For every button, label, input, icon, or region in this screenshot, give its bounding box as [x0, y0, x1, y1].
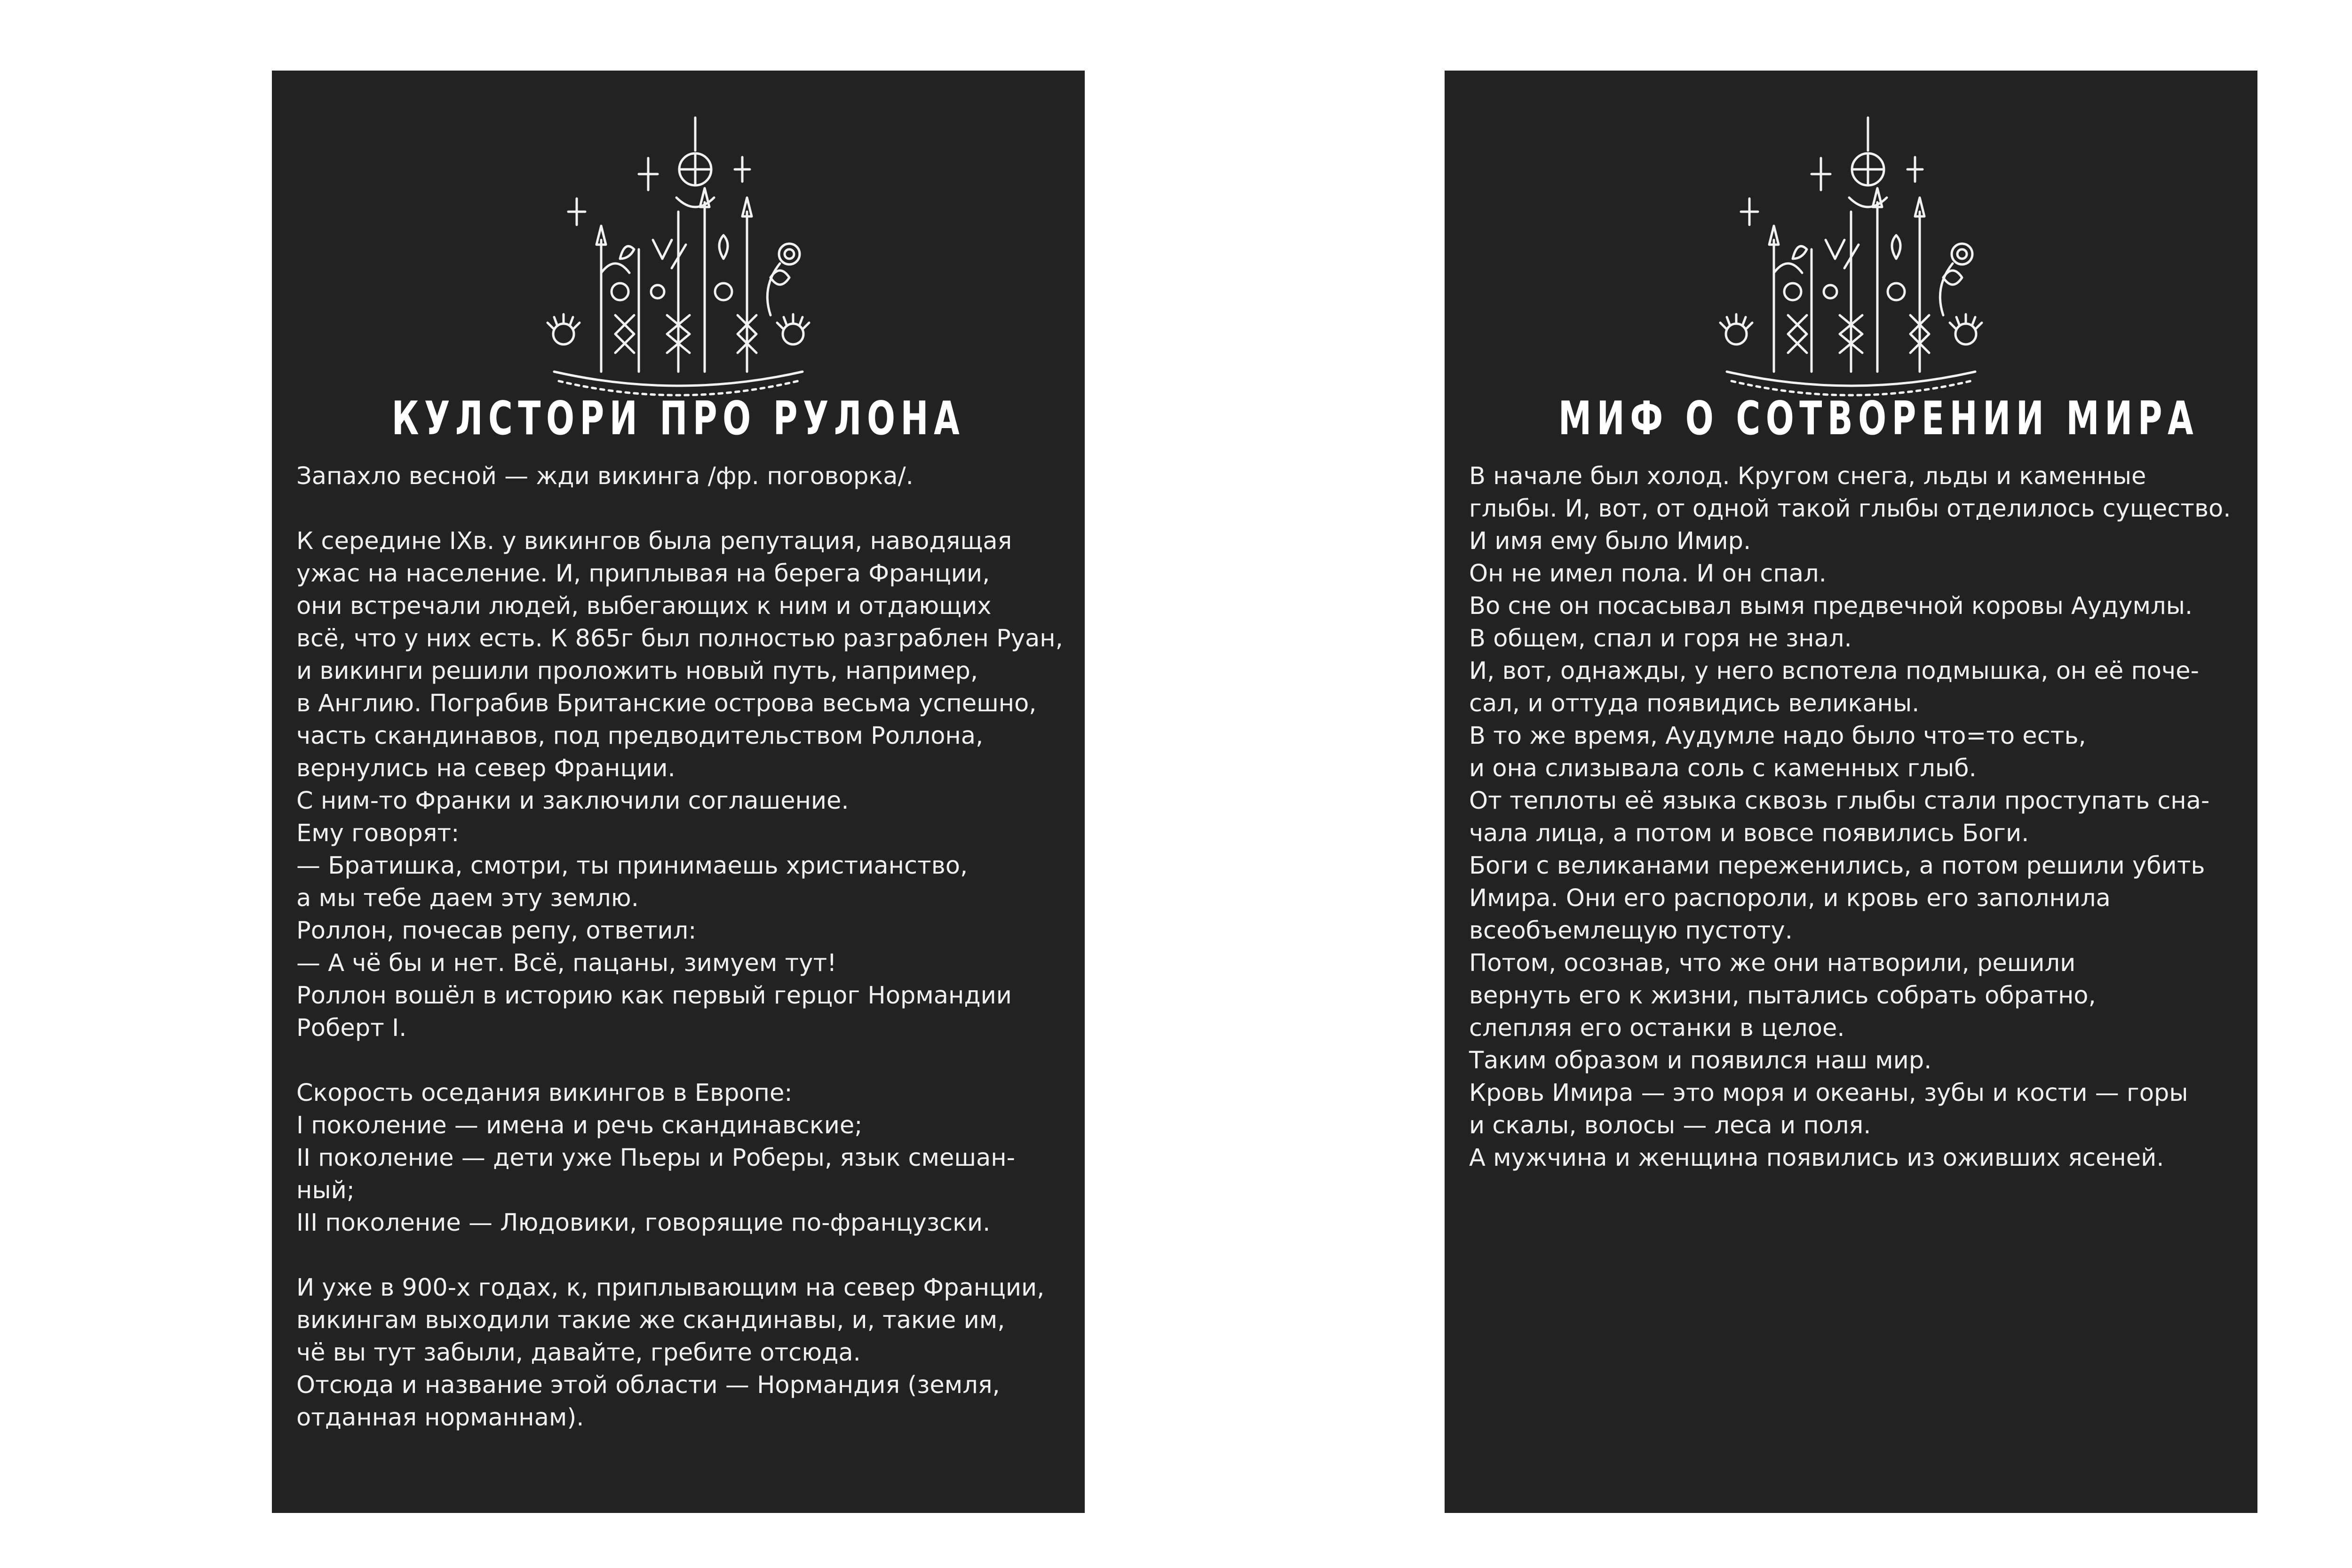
- card-right: [1445, 71, 2257, 1513]
- text-line: а мы тебе даем эту землю.: [296, 884, 639, 912]
- text-line: Ему говорят:: [296, 820, 460, 847]
- text-line: сал, и оттуда появидись великаны.: [1469, 690, 1920, 717]
- text-line: викингам выходили такие же скандинавы, и, такие им,: [296, 1306, 1005, 1334]
- text-line: Роллон, почесав репу, ответил:: [296, 917, 697, 945]
- text-line: ужас на население. И, приплывая на берега Франции,: [296, 560, 990, 588]
- text-line: вернулись на север Франции.: [296, 755, 675, 782]
- text-line: Роберт I.: [296, 1014, 407, 1042]
- text-line: — А чё бы и нет. Всё, пацаны, зимуем тут!: [296, 949, 837, 977]
- text-line: и викинги решили проложить новый путь, например,: [296, 657, 978, 685]
- text-line: ный;: [296, 1177, 355, 1204]
- card-title: КУЛСТОРИ ПРО РУЛОНА: [391, 392, 965, 446]
- text-line: И, вот, однажды, у него вспотела подмышка, он её поче-: [1469, 657, 2199, 685]
- card-text: [1469, 460, 2241, 1174]
- text-line: Роллон вошёл в историю как первый герцог Нормандии: [296, 982, 1012, 1010]
- text-line: в Англию. Пограбив Британские острова весьма успешно,: [296, 690, 1037, 717]
- text-line: А мужчина и женщина появились из оживших ясеней.: [1469, 1144, 2164, 1172]
- text-line: И уже в 900-х годах, к, приплывающим на север Франции,: [296, 1274, 1045, 1302]
- text-line: [296, 1239, 1068, 1272]
- text-line: Кровь Имира — это моря и океаны, зубы и кости — горы: [1469, 1079, 2188, 1107]
- card-title: МИФ О СОТВОРЕНИИ МИРА: [1558, 392, 2199, 446]
- text-line: чё вы тут забыли, давайте, гребите отсюда.: [296, 1339, 861, 1367]
- text-line: I поколение — имена и речь скандинавские;: [296, 1112, 863, 1139]
- text-line: II поколение — дети уже Пьеры и Роберы, язык смешан-: [296, 1144, 1016, 1172]
- text-line: Во сне он посасывал вымя предвечной коровы Аудумлы.: [1469, 592, 2193, 620]
- text-line: вернуть его к жизни, пытались собрать обратно,: [1469, 982, 2096, 1010]
- text-line: Боги с великанами переженились, а потом решили убить: [1469, 852, 2205, 880]
- text-line: С ним-то Франки и заключили соглашение.: [296, 787, 849, 815]
- text-line: — Братишка, смотри, ты принимаешь христианство,: [296, 852, 968, 880]
- text-line: чала лица, а потом и вовсе появились Боги.: [1469, 820, 2029, 847]
- card-text: [296, 460, 1068, 1434]
- text-line: Потом, осознав, что же они натворили, решили: [1469, 949, 2076, 977]
- text-line: отданная норманнам).: [296, 1404, 584, 1432]
- text-line: всё, что у них есть. К 865г был полностью разграблен Руан,: [296, 625, 1063, 653]
- text-line: они встречали людей, выбегающих к ним и отдающих: [296, 592, 992, 620]
- norse-ornament-icon: [1445, 71, 2257, 409]
- text-line: От теплоты её языка сквозь глыбы стали проступать сна-: [1469, 787, 2210, 815]
- text-line: всеобъемлещую пустоту.: [1469, 917, 1793, 945]
- text-line: И имя ему было Имир.: [1469, 527, 1751, 555]
- card-left: [272, 71, 1085, 1513]
- text-line: III поколение — Людовики, говорящие по-французски.: [296, 1209, 991, 1237]
- text-line: и она слизывала соль с каменных глыб.: [1469, 755, 1977, 782]
- text-line: В то же время, Аудумле надо было что=то есть,: [1469, 722, 2086, 750]
- text-line: и скалы, волосы — леса и поля.: [1469, 1112, 1871, 1139]
- text-line: Таким образом и появился наш мир.: [1469, 1047, 1932, 1075]
- text-line: Скорость оседания викингов в Европе:: [296, 1079, 793, 1107]
- text-line: Он не имел пола. И он спал.: [1469, 560, 1827, 588]
- text-line: Имира. Они его распороли, и кровь его заполнила: [1469, 884, 2111, 912]
- text-line: [296, 493, 1068, 525]
- text-line: К середине IXв. у викингов была репутация, наводящая: [296, 527, 1012, 555]
- norse-ornament-icon: [272, 71, 1085, 409]
- text-line: слепляя его останки в целое.: [1469, 1014, 1845, 1042]
- text-line: часть скандинавов, под предводительством Роллона,: [296, 722, 984, 750]
- text-line: Отсюда и название этой области — Нормандия (земля,: [296, 1371, 1000, 1399]
- text-line: глыбы. И, вот, от одной такой глыбы отделилось существо.: [1469, 495, 2231, 523]
- text-line: [296, 1044, 1068, 1077]
- text-line: В общем, спал и горя не знал.: [1469, 625, 1852, 653]
- text-line: В начале был холод. Кругом снега, льды и каменные: [1469, 462, 2146, 490]
- text-line: Запахло весной — жди викинга /фр. поговорка/.: [296, 462, 914, 490]
